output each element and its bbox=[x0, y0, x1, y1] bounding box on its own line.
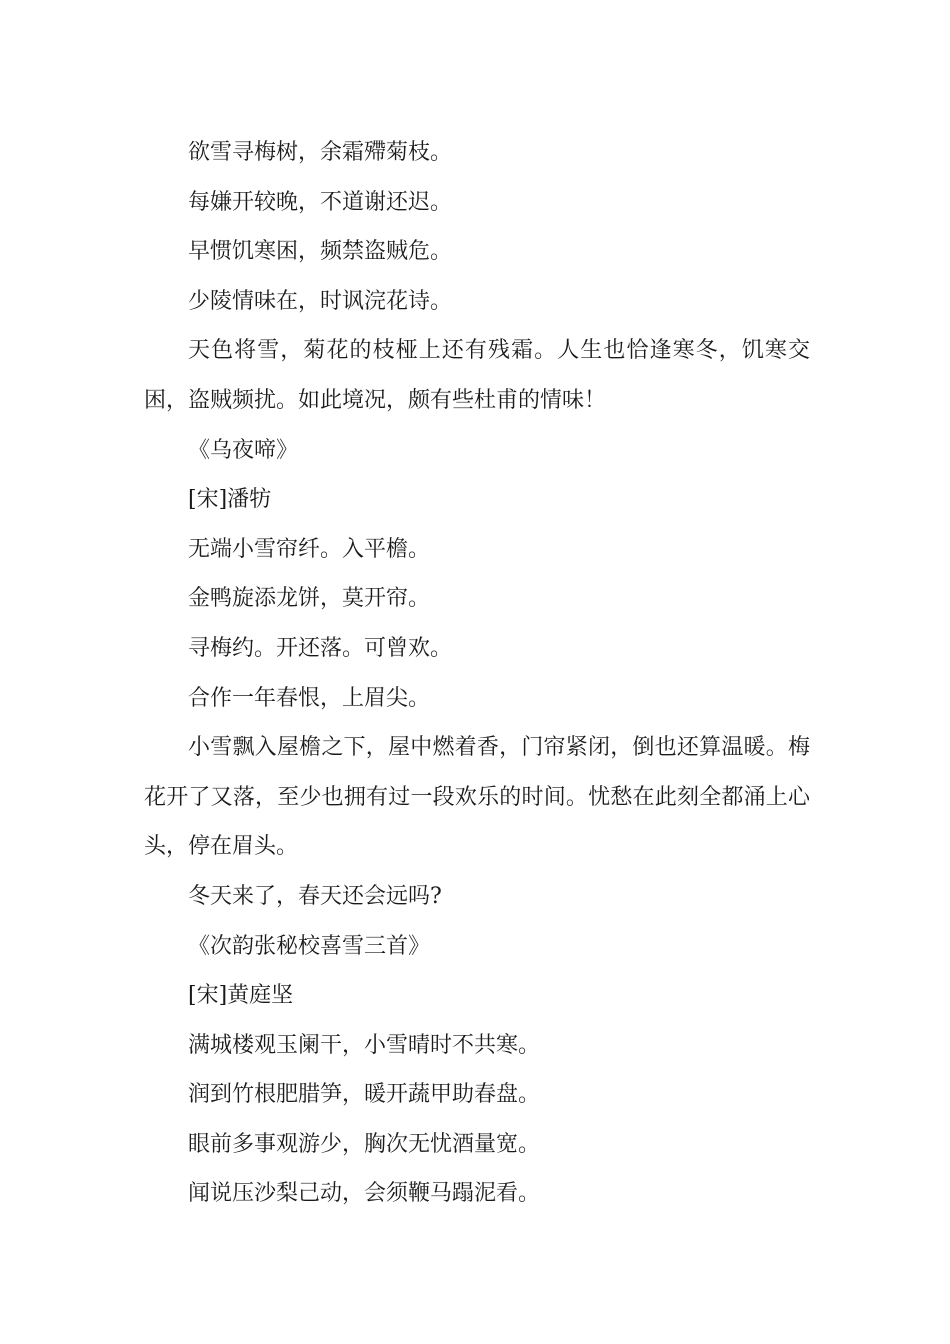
poem-line: 早惯饥寒困，频禁盗贼危。 bbox=[188, 239, 453, 265]
poem-title: 《次韵张秘校喜雪三首》 bbox=[188, 933, 431, 959]
poem-line: 合作一年春恨，上眉尖。 bbox=[188, 685, 431, 711]
poem-line: 眼前多事观游少，胸次无忧酒量宽。 bbox=[188, 1131, 541, 1157]
poem-line: 寻梅约。开还落。可曾欢。 bbox=[188, 635, 453, 661]
commentary-paragraph: 天色将雪，菊花的枝桠上还有残霜。人生也恰逢寒冬，饥寒交困，盗贼频扰。如此境况，颇有些杜甫的情味！ bbox=[144, 338, 810, 413]
poem-line: 润到竹根肥腊笋，暖开蔬甲助春盘。 bbox=[188, 1082, 541, 1108]
poem-line: 闻说压沙梨己动，会须鞭马蹋泥看。 bbox=[188, 1181, 541, 1207]
poem-line: 少陵情味在，时讽浣花诗。 bbox=[188, 288, 453, 314]
poem-title: 《乌夜啼》 bbox=[188, 437, 299, 463]
commentary-line: 冬天来了，春天还会远吗? bbox=[188, 883, 442, 909]
poem-author: [宋]黄庭坚 bbox=[188, 983, 294, 1009]
commentary-paragraph: 小雪飘入屋檐之下，屋中燃着香，门帘紧闭，倒也还算温暖。梅花开了又落，至少也拥有过一段欢乐的时间。忧愁在此刻全都涌上心头，停在眉头。 bbox=[144, 735, 810, 860]
poem-line: 金鸭旋添龙饼，莫开帘。 bbox=[188, 586, 431, 612]
poem-author: [宋]潘牥 bbox=[188, 487, 272, 513]
poem-line: 欲雪寻梅树，余霜殢菊枝。 bbox=[188, 140, 453, 165]
poem-line: 满城楼观玉阑干，小雪晴时不共寒。 bbox=[188, 1032, 541, 1058]
poem-line: 每嫌开较晚，不道谢还迟。 bbox=[188, 189, 453, 215]
document-body bbox=[144, 128, 810, 1219]
poem-line: 无端小雪帘纤。入平檐。 bbox=[188, 536, 431, 562]
